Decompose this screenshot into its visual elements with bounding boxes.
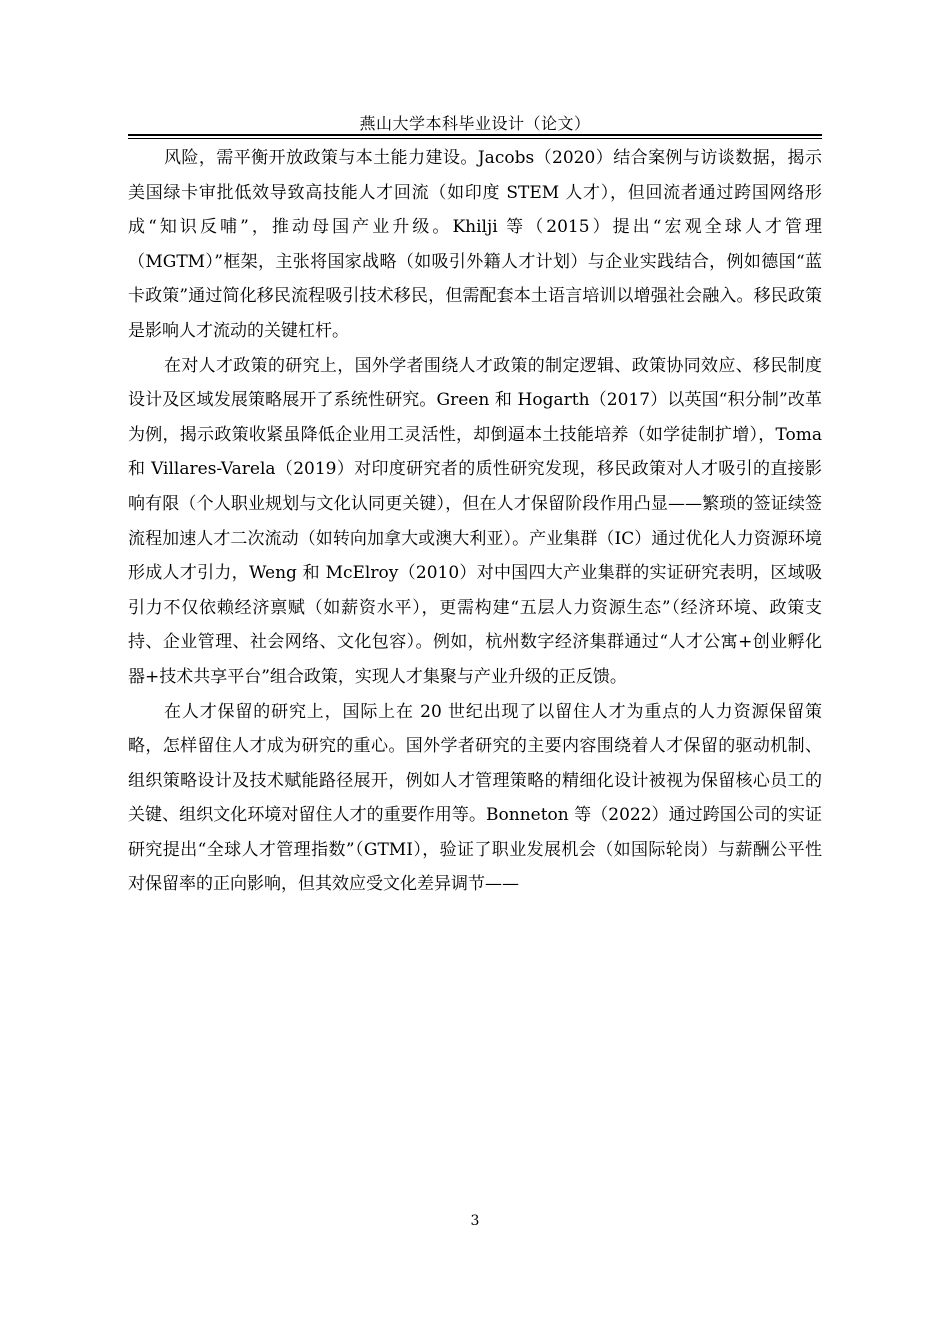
paragraph-migration-policy: 风险，需平衡开放政策与本土能力建设。Jacobs（2020）结合案例与访谈数据，揭示美国绿卡审批低效导致高技能人才回流（如印度 STEM 人才），但回流者通过跨国网络形成“知识反哺”，推动母国产业升级。Khilji 等（2015）提出“宏观全球人才管理（MGTM）”框架，主张将国家战略（如吸引外籍人才计划）与企业实践结合，例如德国“蓝卡政策”通过简化移民流程吸引技术移民，但需配套本土语言培训以增强社会融入。移民政策是影响人才流动的关键杠杆。 (128, 148, 822, 341)
running-header: 燕山大学本科毕业设计（论文） (359, 114, 591, 133)
paragraph-talent-policy: 在对人才政策的研究上，国外学者围绕人才政策的制定逻辑、政策协同效应、移民制度设计及区域发展策略展开了系统性研究。Green 和 Hogarth（2017）以英国“积分制”改革为例，揭示政策收紧虽降低企业用工灵活性，却倒逼本土技能培养（如学徒制扩增），Toma 和 Villares-Varela（2019）对印度研究者的质性研究发现，移民政策对人才吸引的直接影响有限（个人职业规划与文化认同更关键），但在人才保留阶段作用凸显——繁琐的签证续签流程加速人才二次流动（如转向加拿大或澳大利亚）。产业集群（IC）通过优化人力资源环境形成人才引力，Weng 和 McElroy（2010）对中国四大产业集群的实证研究表明，区域吸引力不仅依赖经济禀赋（如薪资水平），更需构建“五层人力资源生态”（经济环境、政策支持、企业管理、社会网络、文化包容）。例如，杭州数字经济集群通过“人才公寓+创业孵化器+技术共享平台”组合政策，实现人才集聚与产业升级的正反馈。 (128, 355, 822, 687)
paragraph-talent-retention: 在人才保留的研究上，国际上在 20 世纪出现了以留住人才为重点的人力资源保留策略，怎样留住人才成为研究的重心。国外学者研究的主要内容围绕着人才保留的驱动机制、组织策略设计及技术赋能路径展开，例如人才管理策略的精细化设计被视为保留核心员工的关键、组织文化环境对留住人才的重要作用等。Bonneton 等（2022）通过跨国公司的实证研究提出“全球人才管理指数”（GTMI），验证了职业发展机会（如国际轮岗）与薪酬公平性对保留率的正向影响，但其效应受文化差异调节—— (128, 701, 822, 895)
header-rule-thin (128, 138, 822, 139)
body-text (128, 141, 822, 902)
page-number: 3 (470, 1213, 480, 1229)
header-rule-thick (128, 134, 822, 136)
